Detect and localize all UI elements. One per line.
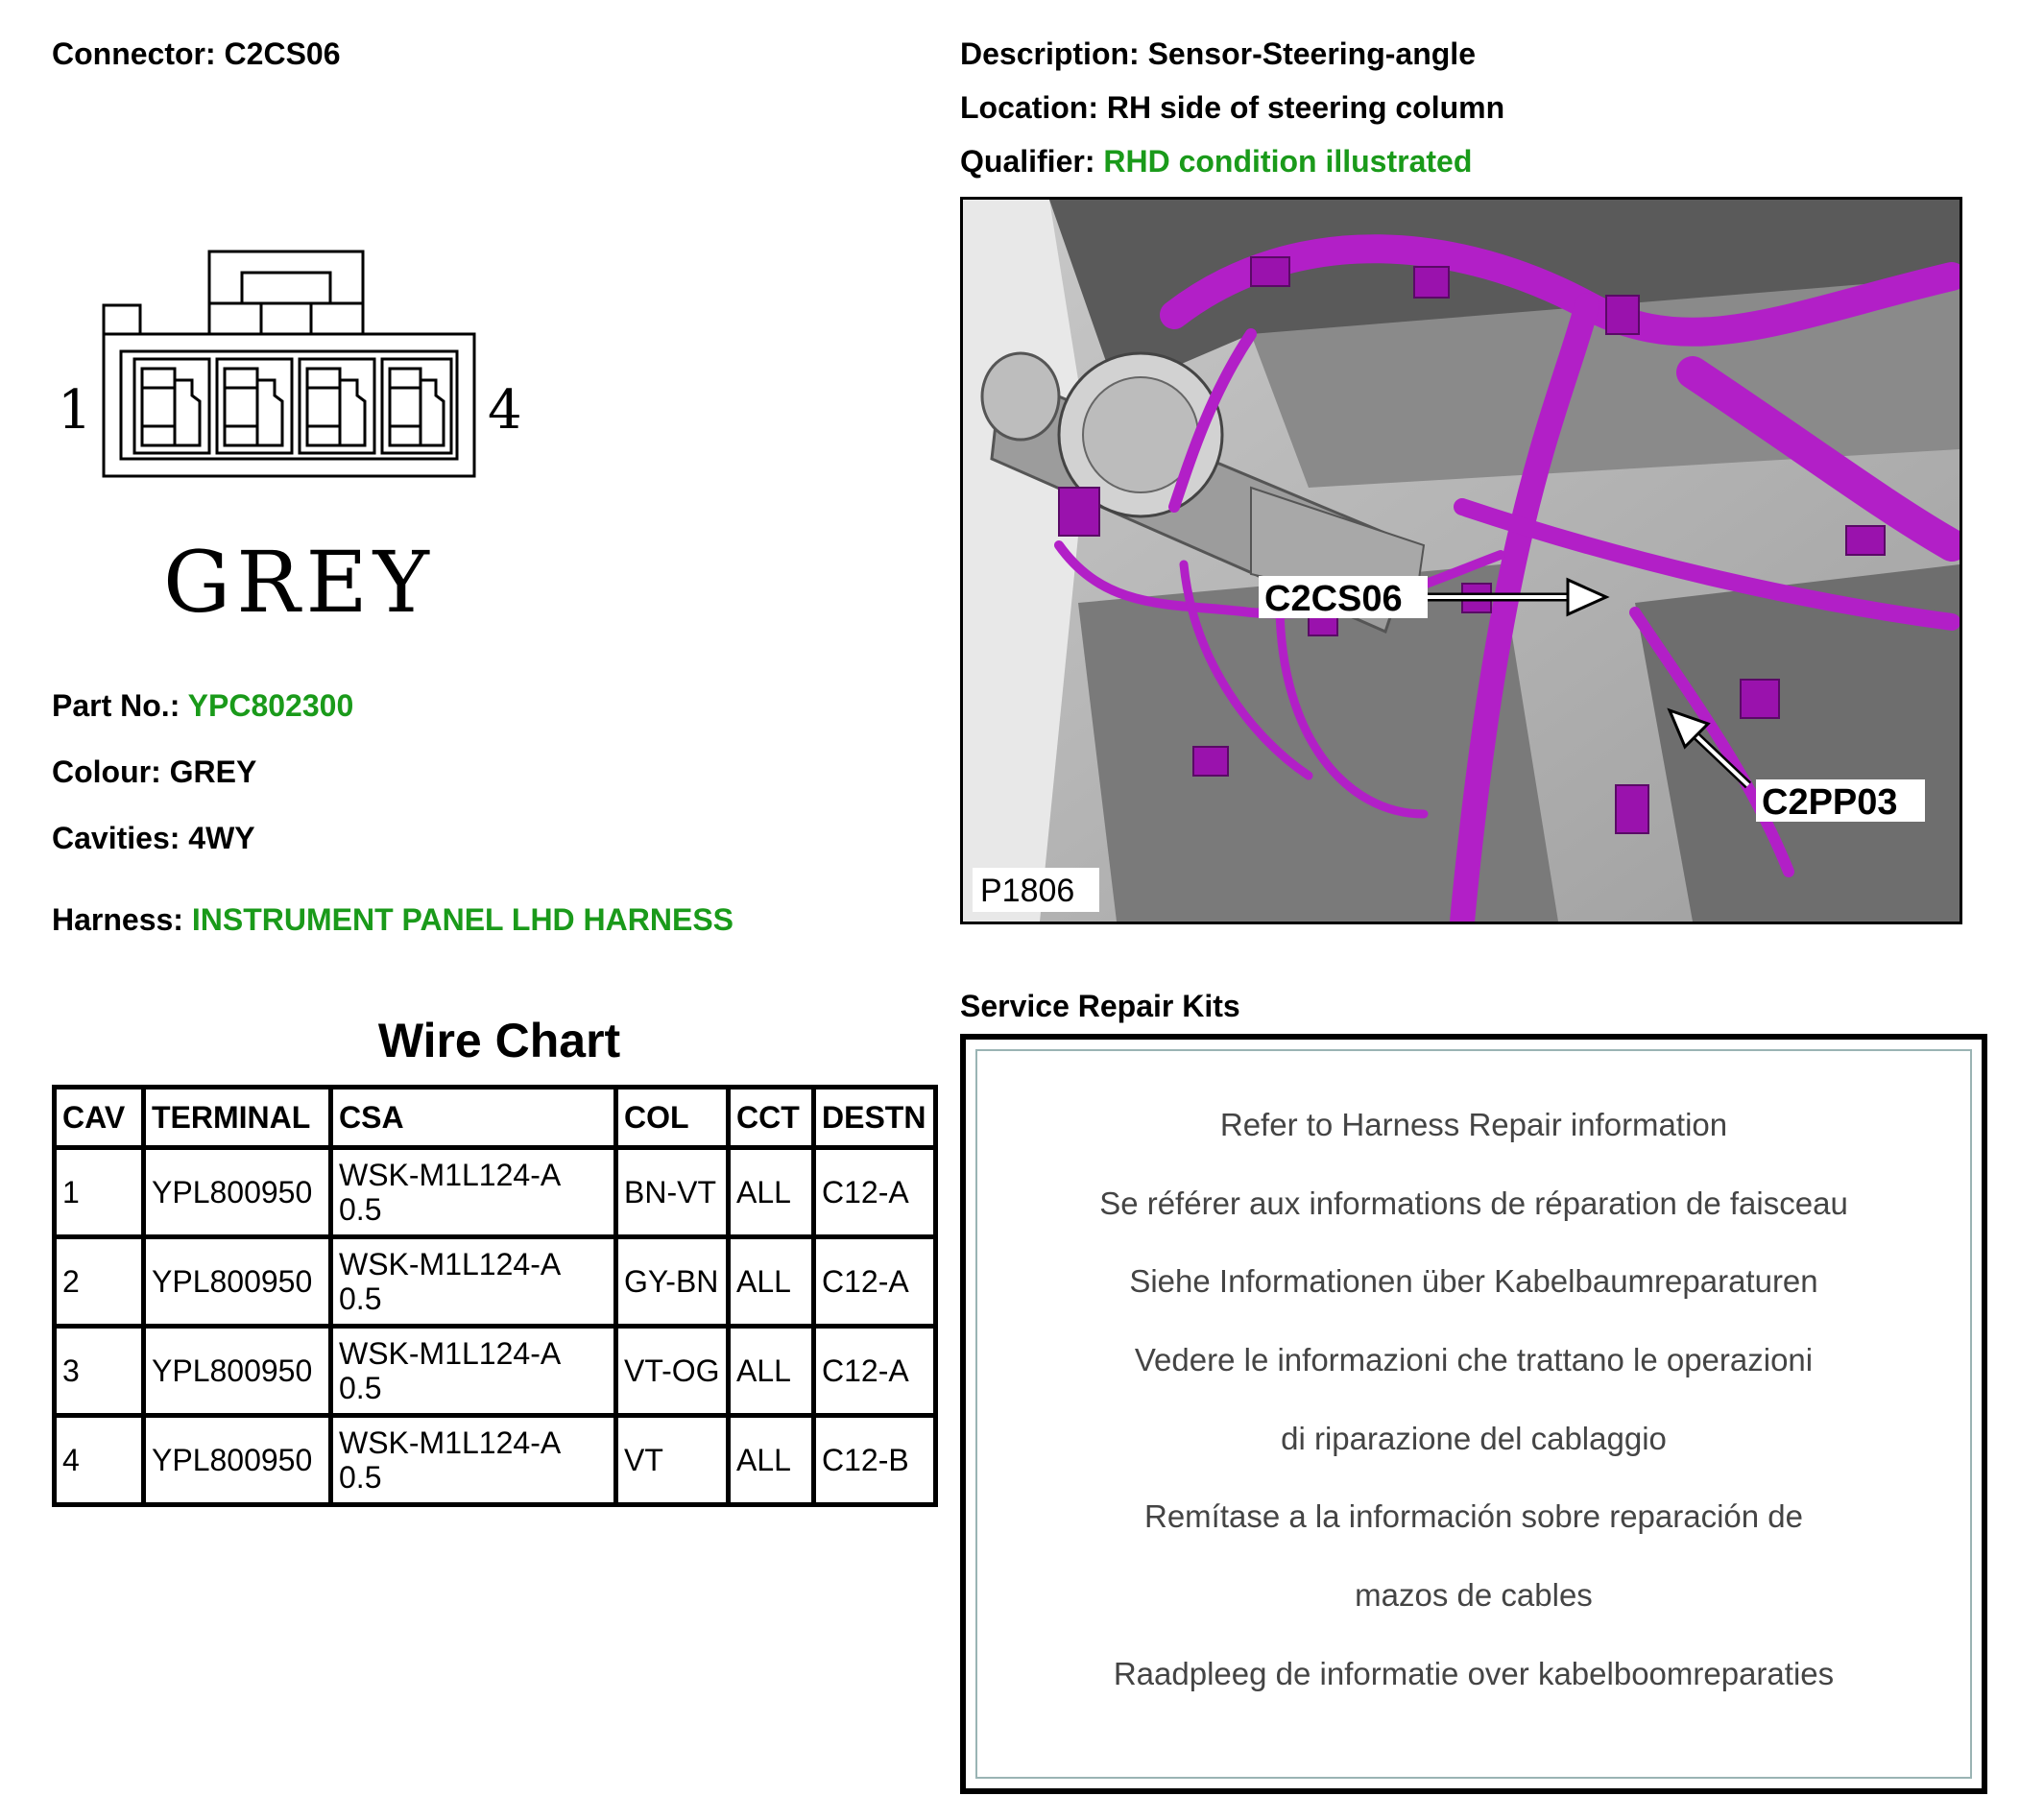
cell-csa (331, 1237, 616, 1327)
cell-destn: C12-A (814, 1148, 936, 1237)
description-row (960, 36, 1476, 72)
kit-line: Se référer aux informations de réparation de faisceau (1099, 1185, 1848, 1221)
qualifier-row (960, 144, 1472, 180)
kit-line: mazos de cables (1355, 1577, 1593, 1613)
cell-col: VT-OG (616, 1327, 729, 1416)
header-terminal: TERMINAL (144, 1088, 331, 1148)
cavity-4 (382, 359, 451, 453)
header-cct: CCT (729, 1088, 814, 1148)
wire-chart-title: Wire Chart (377, 1014, 621, 1067)
cell-cav: 4 (55, 1416, 144, 1505)
location-label: Location: (960, 90, 1098, 125)
cell-cav: 3 (55, 1327, 144, 1416)
cell-col: GY-BN (616, 1237, 729, 1327)
table-row (55, 1416, 936, 1505)
part-no-row (52, 688, 353, 724)
cell-cct: ALL (729, 1148, 814, 1237)
wire-chart-table (52, 1085, 938, 1507)
connector-heading (52, 36, 341, 72)
header-col: COL (616, 1088, 729, 1148)
cell-destn: C12-B (814, 1416, 936, 1505)
connector-label: Connector: (52, 36, 216, 71)
latch-outline (209, 251, 363, 303)
kit-line: Siehe Informationen über Kabelbaumreparaturen (1129, 1263, 1818, 1299)
cell-terminal: YPL800950 (144, 1416, 331, 1505)
cell-csa (331, 1416, 616, 1505)
cavity-3 (300, 359, 374, 453)
table-row (55, 1237, 936, 1327)
cell-csa-spec: WSK-M1L124-A (339, 1158, 562, 1192)
image-code: P1806 (980, 873, 1075, 909)
kit-line: Remítase a la información sobre reparación de (1143, 1498, 1804, 1534)
cell-csa-spec: WSK-M1L124-A (339, 1336, 562, 1371)
connector-colour-text: GREY (163, 533, 435, 632)
cell-col: VT (616, 1416, 729, 1505)
callout-c2pp03-text: C2PP03 (1762, 782, 1898, 823)
pin-number-first: 1 (58, 379, 92, 442)
cell-destn: C12-A (814, 1237, 936, 1327)
qualifier-label: Qualifier: (960, 144, 1095, 179)
table-header-row (55, 1088, 936, 1148)
qualifier-value: RHD condition illustrated (1103, 144, 1473, 179)
table-row (55, 1327, 936, 1416)
part-no-value: YPC802300 (187, 688, 354, 723)
cell-terminal: YPL800950 (144, 1237, 331, 1327)
connector-value: C2CS06 (224, 36, 341, 71)
kit-line: Raadpleeg de informatie over kabelboomreparaties (1113, 1656, 1835, 1691)
kit-line: Refer to Harness Repair information (1219, 1107, 1728, 1142)
cell-cct: ALL (729, 1237, 814, 1327)
cell-cav: 2 (55, 1237, 144, 1327)
cell-csa (331, 1327, 616, 1416)
cell-csa-spec: WSK-M1L124-A (339, 1247, 562, 1281)
cavity-2 (217, 359, 292, 453)
header-cav: CAV (55, 1088, 144, 1148)
location-illustration (963, 200, 1960, 922)
cell-csa-size: 0.5 (339, 1460, 382, 1495)
latch-inner (242, 273, 330, 303)
service-repair-kits-inner (975, 1049, 1972, 1779)
service-repair-kits-title: Service Repair Kits (960, 989, 1240, 1023)
connector-face-diagram (58, 240, 557, 490)
cavities-value: 4WY (188, 821, 255, 855)
cell-csa-size: 0.5 (339, 1192, 382, 1227)
description-label: Description: (960, 36, 1140, 71)
callout-c2cs06-text: C2CS06 (1264, 579, 1403, 619)
location-value: RH side of steering column (1106, 90, 1505, 125)
cavities-row (52, 821, 255, 856)
part-no-label: Part No.: (52, 688, 180, 723)
cell-cav: 1 (55, 1148, 144, 1237)
harness-row (52, 902, 733, 938)
cell-csa-size: 0.5 (339, 1281, 382, 1316)
cell-terminal: YPL800950 (144, 1327, 331, 1416)
cell-cct: ALL (729, 1416, 814, 1505)
header-csa: CSA (331, 1088, 616, 1148)
service-repair-kits-box (960, 1034, 1987, 1794)
pin-number-last: 4 (488, 379, 522, 442)
description-value: Sensor-Steering-angle (1147, 36, 1476, 71)
location-row (960, 90, 1504, 126)
connector-housing (104, 334, 474, 476)
colour-label: Colour: (52, 754, 161, 789)
cell-csa (331, 1148, 616, 1237)
colour-value: GREY (169, 754, 257, 789)
cell-destn: C12-A (814, 1327, 936, 1416)
harness-value: INSTRUMENT PANEL LHD HARNESS (191, 902, 734, 937)
cell-cct: ALL (729, 1327, 814, 1416)
cell-csa-spec: WSK-M1L124-A (339, 1425, 562, 1460)
polarisation-key (104, 305, 140, 334)
kit-line: di riparazione del cablaggio (1281, 1421, 1667, 1456)
connector-location-image (960, 197, 1962, 924)
harness-label: Harness: (52, 902, 183, 937)
cell-col: BN-VT (616, 1148, 729, 1237)
latch-base (209, 303, 363, 334)
table-row (55, 1148, 936, 1237)
colour-row (52, 754, 256, 790)
kit-line: Vedere le informazioni che trattano le operazioni (1134, 1342, 1814, 1377)
header-destn: DESTN (814, 1088, 936, 1148)
cell-csa-size: 0.5 (339, 1371, 382, 1405)
cavity-1 (134, 359, 209, 453)
cell-terminal: YPL800950 (144, 1148, 331, 1237)
cavities-label: Cavities: (52, 821, 180, 855)
